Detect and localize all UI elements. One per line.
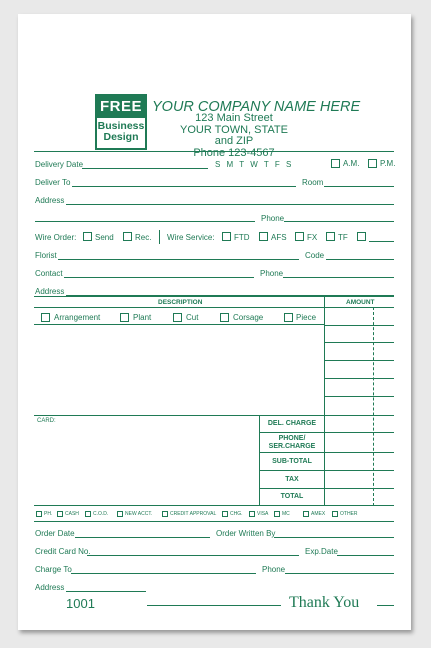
order-written-by-line[interactable] [274, 537, 394, 538]
florist-line[interactable] [58, 259, 299, 260]
code-label: Code [305, 251, 325, 260]
payment-checkbox[interactable] [117, 511, 123, 517]
florist-address-label: Address [35, 287, 65, 296]
payment-checkbox[interactable] [85, 511, 91, 517]
charge-to-line[interactable] [71, 573, 256, 574]
order-date-line[interactable] [75, 537, 210, 538]
plant-label: Plant [133, 313, 152, 322]
payment-checkbox[interactable] [274, 511, 280, 517]
send-checkbox[interactable] [83, 232, 92, 241]
company-phone: Phone 123-4567 [193, 146, 275, 159]
payment-checkbox[interactable] [303, 511, 309, 517]
footer-address-line[interactable] [66, 591, 146, 592]
payment-label: NEW ACCT. [125, 511, 153, 517]
afs-label: AFS [271, 233, 287, 242]
thank-you-rule-right [377, 605, 394, 606]
am-label: A.M. [343, 159, 360, 168]
deliver-to-line[interactable] [72, 186, 296, 187]
other-service-line[interactable] [369, 241, 394, 242]
payment-label: CASH [65, 511, 79, 517]
thank-you-rule-left [147, 605, 281, 606]
amount-row-line [325, 342, 394, 343]
thank-you-text: Thank You [289, 594, 360, 611]
charge-row-line [260, 452, 394, 453]
credit-card-line[interactable] [87, 555, 299, 556]
payment-label: CHG. [230, 511, 243, 517]
tf-label: TF [338, 233, 348, 242]
delivery-date-label: Delivery Date [35, 160, 84, 169]
logo-line2: Design [103, 131, 139, 143]
card-label: CARD: [37, 418, 56, 424]
description-header: DESCRIPTION [158, 299, 203, 306]
payment-label: AMEX [311, 511, 326, 517]
table-bottom-rule [34, 505, 394, 506]
company-name: YOUR COMPANY NAME HERE [152, 99, 361, 115]
charge-phone-label: Phone [262, 565, 286, 574]
order-date-label: Order Date [35, 529, 75, 538]
cut-checkbox[interactable] [173, 313, 182, 322]
payment-label: OTHER [340, 511, 358, 517]
options-rule [34, 324, 324, 325]
piece-label: Piece [296, 313, 317, 322]
del-charge-label: DEL. CHARGE [267, 420, 317, 427]
payment-label: C.O.D. [93, 511, 109, 517]
logo-free: FREE [97, 96, 145, 118]
arrangement-label: Arrangement [54, 313, 101, 322]
cut-label: Cut [186, 313, 199, 322]
phone-ser-charge-label: PHONE/ SER.CHARGE [268, 435, 316, 450]
payment-label: MC [282, 511, 290, 517]
payment-checkbox[interactable] [222, 511, 228, 517]
delivery-date-line[interactable] [82, 168, 208, 169]
payment-label: CREDIT APPROVAL [170, 511, 217, 517]
arrangement-checkbox[interactable] [41, 313, 50, 322]
contact-line[interactable] [64, 277, 254, 278]
payment-label: VISA [257, 511, 269, 517]
payment-checkbox[interactable] [36, 511, 42, 517]
company-address [172, 113, 296, 159]
corsage-checkbox[interactable] [220, 313, 229, 322]
company-street: 123 Main Street [195, 112, 273, 124]
logo [95, 94, 147, 150]
amount-row-line [325, 378, 394, 379]
payment-checkbox[interactable] [249, 511, 255, 517]
afs-checkbox[interactable] [259, 232, 268, 241]
am-checkbox[interactable] [331, 159, 340, 168]
exp-date-line[interactable] [337, 555, 394, 556]
contact-phone-line[interactable] [283, 277, 394, 278]
amount-divider [324, 297, 325, 506]
payment-label: PH. [44, 511, 53, 517]
phone-line[interactable] [284, 221, 394, 222]
corsage-label: Corsage [233, 313, 264, 322]
piece-checkbox[interactable] [284, 313, 293, 322]
pm-label: P.M. [380, 159, 396, 168]
rec-label: Rec. [135, 233, 152, 242]
weekday-letters: S M T W T F S [215, 160, 292, 169]
contact-phone-label: Phone [260, 269, 284, 278]
charge-row-line [260, 470, 394, 471]
amount-row-line [325, 360, 394, 361]
payment-checkbox[interactable] [57, 511, 63, 517]
deliver-to-label: Deliver To [35, 178, 71, 187]
amount-row-line [325, 396, 394, 397]
order-written-by-label: Order Written By [216, 529, 276, 538]
tf-checkbox[interactable] [326, 232, 335, 241]
tax-label: TAX [285, 476, 299, 483]
ftd-label: FTD [234, 233, 250, 242]
address-label: Address [35, 196, 65, 205]
room-label: Room [302, 178, 324, 187]
charge-to-label: Charge To [35, 565, 72, 574]
code-line[interactable] [326, 259, 394, 260]
rec-checkbox[interactable] [123, 232, 132, 241]
payment-checkbox[interactable] [162, 511, 168, 517]
company-city: YOUR TOWN, STATE and ZIP [180, 123, 288, 147]
header-rule [34, 151, 394, 152]
charge-row-line [260, 432, 394, 433]
pm-checkbox[interactable] [368, 159, 377, 168]
fx-checkbox[interactable] [295, 232, 304, 241]
other-service-checkbox[interactable] [357, 232, 366, 241]
total-label: TOTAL [280, 493, 304, 500]
send-label: Send [95, 233, 114, 242]
charge-phone-line[interactable] [285, 573, 394, 574]
ftd-checkbox[interactable] [222, 232, 231, 241]
contact-label: Contact [35, 269, 63, 278]
card-top-rule [34, 415, 394, 416]
exp-date-label: Exp.Date [305, 547, 338, 556]
wire-service-label: Wire Service: [167, 233, 215, 242]
amount-header: AMOUNT [346, 299, 375, 306]
wire-divider [159, 230, 160, 244]
header-bottom-rule [34, 307, 394, 308]
sub-total-label: SUB-TOTAL [272, 458, 312, 465]
footer-address-label: Address [35, 583, 65, 592]
address-line-2[interactable] [35, 221, 255, 222]
logo-line1: Business [97, 120, 145, 132]
phone-label: Phone [261, 214, 285, 223]
credit-card-label: Credit Card No. [35, 547, 91, 556]
table-top-rule [34, 296, 394, 297]
amount-row-line [325, 325, 394, 326]
cents-divider [373, 307, 374, 506]
payment-bottom-rule [34, 521, 394, 522]
charge-row-line [260, 488, 394, 489]
address-line-1[interactable] [66, 204, 394, 205]
form-number: 1001 [66, 596, 95, 611]
room-line[interactable] [324, 186, 394, 187]
wire-order-label: Wire Order: [35, 233, 77, 242]
plant-checkbox[interactable] [120, 313, 129, 322]
payment-checkbox[interactable] [332, 511, 338, 517]
fx-label: FX [307, 233, 318, 242]
florist-label: Florist [35, 251, 57, 260]
